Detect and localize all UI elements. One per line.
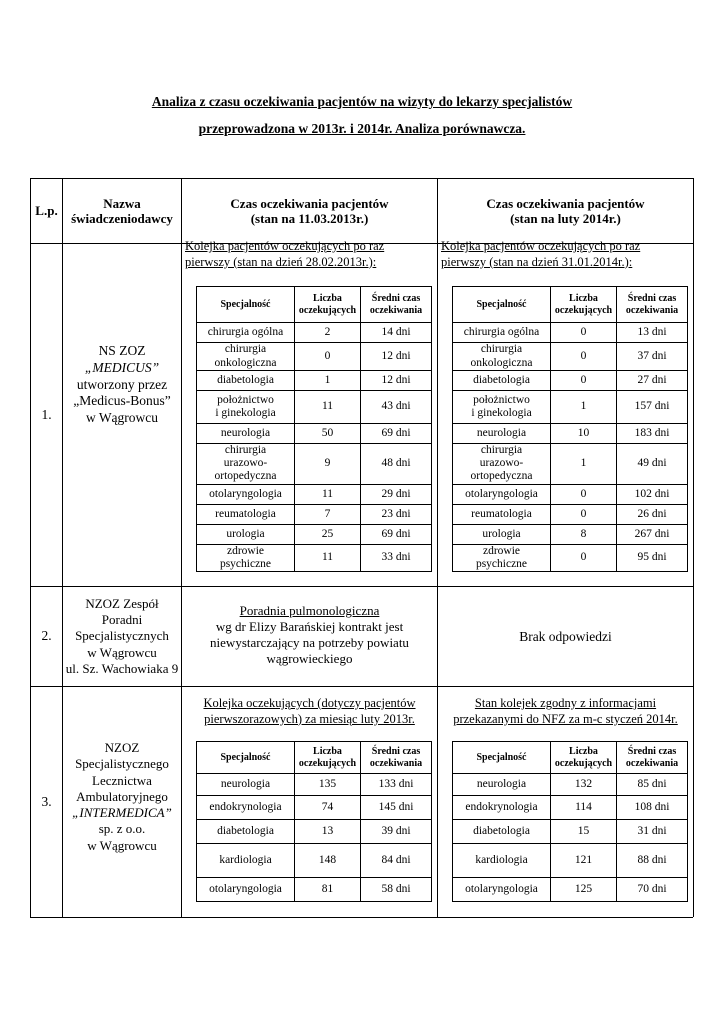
- specialty-cell: otolaryngologia: [453, 878, 551, 902]
- specialty-cell: otolaryngologia: [197, 484, 295, 504]
- avg-wait-cell: 23 dni: [361, 504, 432, 524]
- count-cell: 125: [551, 878, 617, 902]
- count-cell: 0: [295, 343, 361, 371]
- table-row: [453, 504, 688, 524]
- table-row: [453, 343, 688, 371]
- specialty-cell: urologia: [453, 524, 551, 544]
- count-cell: 11: [295, 484, 361, 504]
- avg-wait-cell: 133 dni: [361, 774, 432, 796]
- grid-bottom: [30, 917, 693, 918]
- avg-wait-cell: 70 dni: [617, 878, 688, 902]
- avg-wait-cell: 157 dni: [617, 391, 688, 424]
- header-provider: Nazwa świadczeniodawcy: [71, 195, 173, 226]
- col-header-avg: Średni czas oczekiwania: [617, 742, 688, 774]
- avg-wait-cell: 108 dni: [617, 796, 688, 820]
- count-cell: 15: [551, 820, 617, 844]
- count-cell: 0: [551, 544, 617, 571]
- row3-caption-2014: Stan kolejek zgodny z informacjami przekazanymi do NFZ za m-c styczeń 2014r.: [453, 696, 678, 726]
- count-cell: 11: [295, 544, 361, 571]
- specialty-cell: diabetologia: [453, 820, 551, 844]
- avg-wait-cell: 183 dni: [617, 424, 688, 444]
- table-row: [453, 444, 688, 485]
- table-row: [197, 371, 432, 391]
- row3-table-2014: [452, 741, 688, 902]
- col-header-count: Liczba oczekujących: [551, 742, 617, 774]
- col-header-specialty: Specjalność: [197, 287, 295, 323]
- avg-wait-cell: 102 dni: [617, 484, 688, 504]
- avg-wait-cell: 48 dni: [361, 444, 432, 485]
- col-header-avg: Średni czas oczekiwania: [361, 742, 432, 774]
- row1-caption-2013: Kolejka pacjentów oczekujących po raz pierwszy (stan na dzień 28.02.2013r.):: [185, 239, 385, 269]
- table-row: [197, 544, 432, 571]
- row3-provider: NZOZ Specjalistycznego Lecznictwa Ambulatoryjnego „INTERMEDICA” sp. z o.o. w Wągrowcu: [72, 740, 172, 853]
- avg-wait-cell: 267 dni: [617, 524, 688, 544]
- avg-wait-cell: 69 dni: [361, 424, 432, 444]
- table-row: [197, 844, 432, 878]
- row1-table-2013: [196, 286, 432, 572]
- count-cell: 81: [295, 878, 361, 902]
- count-cell: 135: [295, 774, 361, 796]
- specialty-cell: diabetologia: [453, 371, 551, 391]
- specialty-cell: zdrowie psychiczne: [453, 544, 551, 571]
- specialty-cell: położnictwo i ginekologia: [453, 391, 551, 424]
- row2-note-2014: Brak odpowiedzi: [519, 628, 612, 644]
- document-title-line1: Analiza z czasu oczekiwania pacjentów na wizyty do lekarzy specjalistów: [151, 94, 573, 109]
- count-cell: 0: [551, 504, 617, 524]
- col-header-specialty: Specjalność: [197, 742, 295, 774]
- specialty-cell: neurologia: [197, 424, 295, 444]
- avg-wait-cell: 49 dni: [617, 444, 688, 485]
- specialty-cell: otolaryngologia: [453, 484, 551, 504]
- specialty-cell: chirurgia ogólna: [197, 323, 295, 343]
- table-row: [197, 444, 432, 485]
- table-row: [453, 820, 688, 844]
- count-cell: 132: [551, 774, 617, 796]
- table-row: [453, 484, 688, 504]
- specialty-cell: diabetologia: [197, 820, 295, 844]
- row1-provider: NS ZOZ „MEDICUS” utworzony przez „Medicus-Bonus” w Wągrowcu: [73, 342, 171, 426]
- table-row: [197, 484, 432, 504]
- table-row: [453, 323, 688, 343]
- col-header-avg: Średni czas oczekiwania: [617, 287, 688, 323]
- avg-wait-cell: 69 dni: [361, 524, 432, 544]
- table-row: [453, 391, 688, 424]
- avg-wait-cell: 88 dni: [617, 844, 688, 878]
- specialty-cell: endokrynologia: [453, 796, 551, 820]
- table-row: [453, 878, 688, 902]
- specialty-cell: otolaryngologia: [197, 878, 295, 902]
- count-cell: 0: [551, 323, 617, 343]
- row3-table-2013: [196, 741, 432, 902]
- avg-wait-cell: 14 dni: [361, 323, 432, 343]
- avg-wait-cell: 33 dni: [361, 544, 432, 571]
- document-title-line2: przeprowadzona w 2013r. i 2014r. Analiza porównawcza.: [198, 121, 526, 136]
- grid-col2: [181, 178, 182, 917]
- specialty-cell: reumatologia: [453, 504, 551, 524]
- specialty-cell: chirurgia ogólna: [453, 323, 551, 343]
- row3-caption-2013: Kolejka oczekujących (dotyczy pacjentów pierwszorazowych) za miesiąc luty 2013r.: [203, 696, 416, 726]
- count-cell: 10: [551, 424, 617, 444]
- header-wait-2014: Czas oczekiwania pacjentów (stan na luty 2014r.): [486, 195, 645, 226]
- avg-wait-cell: 26 dni: [617, 504, 688, 524]
- avg-wait-cell: 145 dni: [361, 796, 432, 820]
- specialty-cell: endokrynologia: [197, 796, 295, 820]
- specialty-cell: urologia: [197, 524, 295, 544]
- count-cell: 114: [551, 796, 617, 820]
- table-row: [197, 796, 432, 820]
- table-row: [453, 524, 688, 544]
- avg-wait-cell: 58 dni: [361, 878, 432, 902]
- specialty-cell: neurologia: [453, 774, 551, 796]
- count-cell: 121: [551, 844, 617, 878]
- table-row: [453, 796, 688, 820]
- col-header-count: Liczba oczekujących: [295, 287, 361, 323]
- avg-wait-cell: 29 dni: [361, 484, 432, 504]
- count-cell: 50: [295, 424, 361, 444]
- grid-col3: [437, 178, 438, 917]
- count-cell: 0: [551, 371, 617, 391]
- avg-wait-cell: 39 dni: [361, 820, 432, 844]
- row3-lp: 3.: [41, 793, 52, 809]
- avg-wait-cell: 43 dni: [361, 391, 432, 424]
- avg-wait-cell: 85 dni: [617, 774, 688, 796]
- count-cell: 1: [551, 391, 617, 424]
- specialty-cell: kardiologia: [197, 844, 295, 878]
- count-cell: 148: [295, 844, 361, 878]
- table-row: [197, 878, 432, 902]
- table-row: [197, 424, 432, 444]
- table-row: [197, 524, 432, 544]
- specialty-cell: położnictwo i ginekologia: [197, 391, 295, 424]
- count-cell: 74: [295, 796, 361, 820]
- row2-note-2013: Poradnia pulmonologiczna wg dr Elizy Barańskiej kontrakt jest niewystarczający na potrzeby powiatu wągrowieckiego: [210, 603, 409, 666]
- col-header-specialty: Specjalność: [453, 287, 551, 323]
- header-wait-2013: Czas oczekiwania pacjentów (stan na 11.03.2013r.): [230, 195, 389, 226]
- specialty-cell: reumatologia: [197, 504, 295, 524]
- row2-provider: NZOZ Zespół Poradni Specjalistycznych w Wągrowcu ul. Sz. Wachowiaka 9: [65, 595, 179, 676]
- count-cell: 11: [295, 391, 361, 424]
- count-cell: 9: [295, 444, 361, 485]
- col-header-count: Liczba oczekujących: [551, 287, 617, 323]
- avg-wait-cell: 27 dni: [617, 371, 688, 391]
- specialty-cell: chirurgia onkologiczna: [453, 343, 551, 371]
- count-cell: 0: [551, 484, 617, 504]
- count-cell: 13: [295, 820, 361, 844]
- avg-wait-cell: 95 dni: [617, 544, 688, 571]
- count-cell: 1: [295, 371, 361, 391]
- specialty-cell: chirurgia urazowo- ortopedyczna: [197, 444, 295, 485]
- row1-lp: 1.: [41, 406, 52, 422]
- table-row: [453, 544, 688, 571]
- specialty-cell: diabetologia: [197, 371, 295, 391]
- count-cell: 1: [551, 444, 617, 485]
- header-lp: L.p.: [35, 203, 58, 219]
- count-cell: 8: [551, 524, 617, 544]
- col-header-specialty: Specjalność: [453, 742, 551, 774]
- avg-wait-cell: 84 dni: [361, 844, 432, 878]
- count-cell: 0: [551, 343, 617, 371]
- table-row: [197, 323, 432, 343]
- row1-table-2014: [452, 286, 688, 572]
- avg-wait-cell: 12 dni: [361, 343, 432, 371]
- col-header-avg: Średni czas oczekiwania: [361, 287, 432, 323]
- table-row: [197, 504, 432, 524]
- count-cell: 2: [295, 323, 361, 343]
- avg-wait-cell: 12 dni: [361, 371, 432, 391]
- table-row: [197, 774, 432, 796]
- specialty-cell: chirurgia onkologiczna: [197, 343, 295, 371]
- specialty-cell: neurologia: [197, 774, 295, 796]
- table-row: [453, 844, 688, 878]
- table-row: [197, 343, 432, 371]
- count-cell: 25: [295, 524, 361, 544]
- grid-right: [693, 178, 694, 917]
- row1-caption-2014: Kolejka pacjentów oczekujących po raz pierwszy (stan na dzień 31.01.2014r.):: [441, 239, 641, 269]
- table-row: [197, 391, 432, 424]
- avg-wait-cell: 37 dni: [617, 343, 688, 371]
- avg-wait-cell: 13 dni: [617, 323, 688, 343]
- avg-wait-cell: 31 dni: [617, 820, 688, 844]
- table-row: [453, 774, 688, 796]
- col-header-count: Liczba oczekujących: [295, 742, 361, 774]
- table-row: [453, 371, 688, 391]
- count-cell: 7: [295, 504, 361, 524]
- specialty-cell: chirurgia urazowo- ortopedyczna: [453, 444, 551, 485]
- table-row: [197, 820, 432, 844]
- specialty-cell: kardiologia: [453, 844, 551, 878]
- table-row: [453, 424, 688, 444]
- specialty-cell: zdrowie psychiczne: [197, 544, 295, 571]
- row2-lp: 2.: [41, 628, 52, 644]
- specialty-cell: neurologia: [453, 424, 551, 444]
